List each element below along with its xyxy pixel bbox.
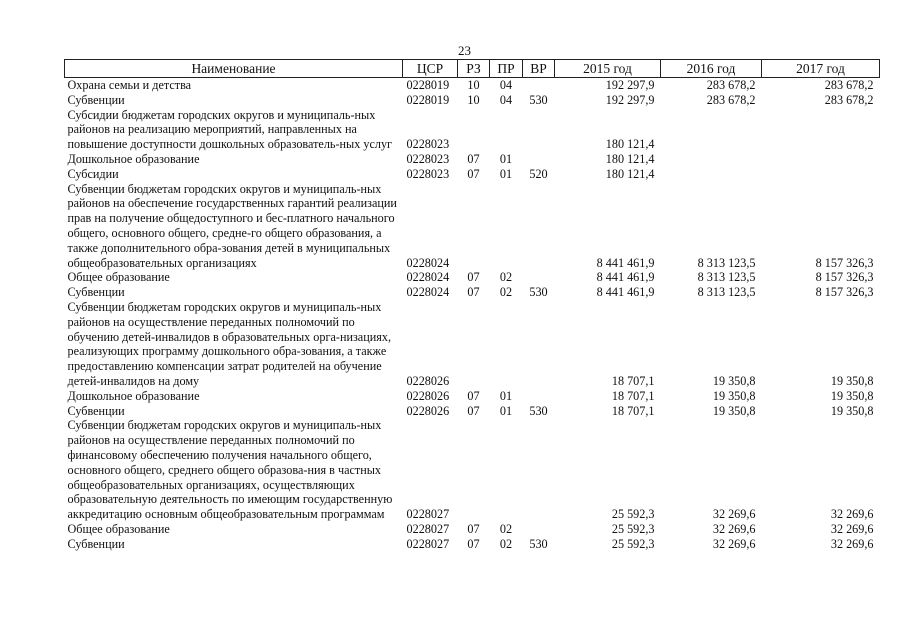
cell-vr xyxy=(523,182,555,271)
cell-name: Субсидии бюджетам городских округов и муниципаль-ных районов на реализацию мероприятий, направленных на повышение доступности дошкольных образователь-ных услуг xyxy=(67,107,393,152)
cell-2015: 192 297,9 xyxy=(605,78,655,92)
cell-rz: 07 xyxy=(467,166,480,181)
cell-name: Дошкольное образование xyxy=(67,151,200,166)
cell-2017 xyxy=(762,152,880,167)
cell-2016: 8 313 123,5 xyxy=(697,285,756,300)
cell-vr xyxy=(523,418,555,522)
cell-rz: 10 xyxy=(467,92,480,107)
table-row xyxy=(65,522,880,537)
cell-name: Общее образование xyxy=(67,521,170,536)
page-number: 23 xyxy=(458,43,471,58)
cell-vr xyxy=(523,389,555,404)
cell-csr: 0228026 xyxy=(406,373,450,388)
cell-2017: 32 269,6 xyxy=(830,521,874,536)
cell-2017: 283 678,2 xyxy=(824,78,874,92)
cell-2015: 18 707,1 xyxy=(611,403,655,418)
cell-2015: 8 441 461,9 xyxy=(596,285,655,300)
cell-name: Субвенции xyxy=(67,536,125,551)
header-2016: 2016 год xyxy=(661,60,762,78)
cell-name: Субвенции xyxy=(67,403,125,418)
cell-2016: 8 313 123,5 xyxy=(697,270,756,285)
cell-csr: 0228026 xyxy=(406,388,450,403)
cell-2017: 32 269,6 xyxy=(830,507,874,522)
cell-pr: 01 xyxy=(499,403,513,418)
cell-2015: 192 297,9 xyxy=(605,92,655,107)
cell-csr: 0228027 xyxy=(406,507,450,522)
cell-csr: 0228027 xyxy=(406,536,450,551)
header-vr: ВР xyxy=(523,60,555,78)
cell-2016: 19 350,8 xyxy=(712,388,756,403)
cell-csr: 0228023 xyxy=(406,137,450,152)
cell-2016: 19 350,8 xyxy=(712,373,756,388)
cell-2016: 283 678,2 xyxy=(706,78,756,92)
table-row xyxy=(65,404,880,419)
cell-name: Общее образование xyxy=(67,270,170,285)
cell-rz: 07 xyxy=(467,536,480,551)
cell-2017: 32 269,6 xyxy=(830,536,874,551)
table-body xyxy=(65,78,880,552)
cell-vr xyxy=(523,108,555,152)
cell-rz: 07 xyxy=(467,388,480,403)
cell-pr: 01 xyxy=(499,388,513,403)
cell-2015: 8 441 461,9 xyxy=(596,270,655,285)
table-row xyxy=(65,389,880,404)
cell-csr: 0228024 xyxy=(406,285,450,300)
cell-2016: 19 350,8 xyxy=(712,403,756,418)
cell-vr: 530 xyxy=(529,92,548,107)
cell-rz: 10 xyxy=(467,78,480,92)
cell-vr: 530 xyxy=(529,536,548,551)
cell-vr: 530 xyxy=(529,403,548,418)
cell-pr xyxy=(490,182,523,271)
cell-2016: 32 269,6 xyxy=(712,507,756,522)
cell-pr: 02 xyxy=(499,536,513,551)
header-csr: ЦСР xyxy=(403,60,458,78)
cell-name: Субвенции бюджетам городских округов и муниципаль-ных районов на осуществление переданных полномочий по обучению детей-инвалидов в образовательных орга-низациях, реализующих программу дошкольного обра-зования, а также предоставлению компенсации затрат родителей на обучение детей-инвалидов на дому xyxy=(67,299,392,388)
cell-name: Субвенции xyxy=(67,92,125,107)
cell-name: Субвенции xyxy=(67,285,125,300)
cell-2016 xyxy=(661,167,762,182)
header-rz: РЗ xyxy=(458,60,490,78)
table-row xyxy=(65,78,880,93)
cell-csr: 0228019 xyxy=(406,78,450,92)
cell-vr xyxy=(523,78,555,93)
cell-2017: 19 350,8 xyxy=(830,403,874,418)
table-row xyxy=(65,108,880,152)
cell-2017: 8 157 326,3 xyxy=(815,255,874,270)
cell-2016: 283 678,2 xyxy=(706,92,756,107)
cell-2017 xyxy=(762,167,880,182)
cell-pr: 04 xyxy=(499,78,513,92)
cell-csr: 0228027 xyxy=(406,521,450,536)
table-row xyxy=(65,152,880,167)
cell-rz xyxy=(458,108,490,152)
cell-pr: 01 xyxy=(499,166,513,181)
cell-2016: 32 269,6 xyxy=(712,521,756,536)
cell-rz: 07 xyxy=(467,285,480,300)
cell-pr: 02 xyxy=(499,270,513,285)
cell-rz: 07 xyxy=(467,403,480,418)
cell-rz xyxy=(458,300,490,389)
cell-pr xyxy=(490,108,523,152)
cell-2015: 180 121,4 xyxy=(605,166,655,181)
header-2015: 2015 год xyxy=(555,60,661,78)
table-row xyxy=(65,285,880,300)
cell-pr: 01 xyxy=(499,151,513,166)
cell-2015: 180 121,4 xyxy=(605,137,655,152)
cell-2017: 283 678,2 xyxy=(824,92,874,107)
cell-2015: 25 592,3 xyxy=(611,536,655,551)
cell-csr: 0228023 xyxy=(406,151,450,166)
cell-2015: 8 441 461,9 xyxy=(596,255,655,270)
table-row xyxy=(65,537,880,552)
cell-name: Субвенции бюджетам городских округов и муниципаль-ных районов на осуществление переданных полномочий по финансовому обеспечению получения начального общего, основного общего, среднего общего образова-ния в частных общеобразовательных организациях, осуществляющих образовательную деятельность по имеющим государственную аккредитацию основным общеобразовательным программам xyxy=(67,418,393,522)
cell-2016: 8 313 123,5 xyxy=(697,255,756,270)
table-row xyxy=(65,167,880,182)
cell-pr xyxy=(490,418,523,522)
cell-2017: 19 350,8 xyxy=(830,373,874,388)
cell-name: Охрана семьи и детства xyxy=(67,78,192,92)
cell-name: Субвенции бюджетам городских округов и муниципаль-ных районов на обеспечение государственных гарантий реализации прав на получение общедоступного и бес-платного начального общего, основного общего, средне-го общего образования, а также дополнительного обра-зования детей в муниципальных общеобразовательных организациях xyxy=(67,181,397,270)
cell-2015: 18 707,1 xyxy=(611,388,655,403)
cell-2015: 180 121,4 xyxy=(605,151,655,166)
header-2017: 2017 год xyxy=(762,60,880,78)
cell-2017: 19 350,8 xyxy=(830,388,874,403)
cell-2017 xyxy=(762,108,880,152)
cell-csr: 0228024 xyxy=(406,255,450,270)
cell-2017: 8 157 326,3 xyxy=(815,270,874,285)
cell-csr: 0228019 xyxy=(406,92,450,107)
cell-vr xyxy=(523,300,555,389)
cell-vr xyxy=(523,270,555,285)
cell-name: Субсидии xyxy=(67,166,119,181)
cell-2016: 32 269,6 xyxy=(712,536,756,551)
cell-2016 xyxy=(661,152,762,167)
header-pr: ПР xyxy=(490,60,523,78)
cell-pr: 02 xyxy=(499,285,513,300)
cell-csr: 0228024 xyxy=(406,270,450,285)
cell-vr: 530 xyxy=(529,285,548,300)
cell-vr: 520 xyxy=(529,166,548,181)
cell-rz: 07 xyxy=(467,151,480,166)
cell-2015: 25 592,3 xyxy=(611,507,655,522)
cell-csr: 0228023 xyxy=(406,166,450,181)
table-row xyxy=(65,93,880,108)
cell-2016 xyxy=(661,108,762,152)
cell-vr xyxy=(523,522,555,537)
cell-pr: 04 xyxy=(499,92,513,107)
cell-name: Дошкольное образование xyxy=(67,388,200,403)
cell-rz: 07 xyxy=(467,270,480,285)
table-row xyxy=(65,182,880,271)
cell-2015: 18 707,1 xyxy=(611,373,655,388)
cell-2017: 8 157 326,3 xyxy=(815,285,874,300)
cell-vr xyxy=(523,152,555,167)
cell-2015: 25 592,3 xyxy=(611,521,655,536)
cell-rz xyxy=(458,182,490,271)
cell-rz: 07 xyxy=(467,521,480,536)
table-row xyxy=(65,418,880,522)
cell-pr: 02 xyxy=(499,521,513,536)
cell-pr xyxy=(490,300,523,389)
cell-csr: 0228026 xyxy=(406,403,450,418)
table-row xyxy=(65,270,880,285)
budget-table xyxy=(64,59,880,552)
table-header-row xyxy=(65,60,880,78)
table-row xyxy=(65,300,880,389)
header-name: Наименование xyxy=(65,60,403,78)
cell-rz xyxy=(458,418,490,522)
